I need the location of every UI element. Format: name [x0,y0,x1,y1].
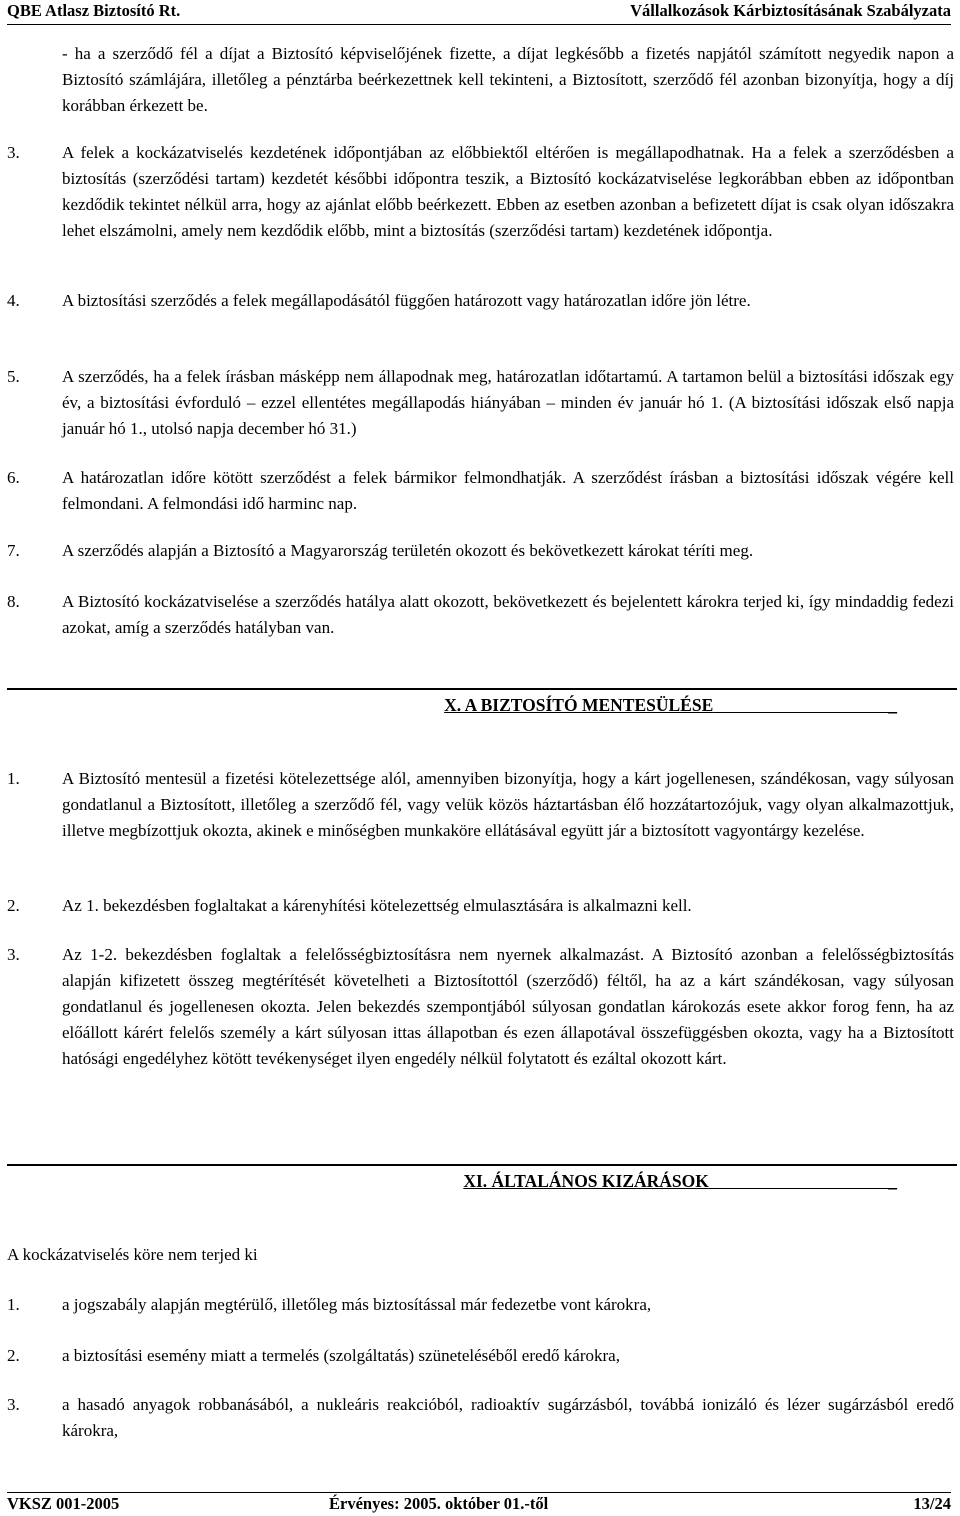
item-text: A biztosítási szerződés a felek megállapodásától függően határozott vagy határozatlan időre jön létre. [62,291,751,310]
section-title-xi: XI. ÁLTALÁNOS KIZÁRÁSOK _ [463,1171,897,1191]
page-header [7,0,951,25]
section-intro: A kockázatviselés köre nem terjed ki [7,1245,258,1264]
item-number: 3. [7,1395,20,1414]
item-text: Az 1-2. bekezdésben foglaltak a felelősségbiztosításra nem nyernek alkalmazást. A Biztosító azonban a felelősségbiztosítás alapján kifizetett összeg megtérítését követelheti a Biztosítottól (szerződő) féltől, ha az a kárt szándékosan, vagy súlyosan gondatlanul és jogellenesen okozta. Jelen bekezdés szempontjából súlyosan gondatlan károkozás esete akkor forog fenn, ha az előállott kárért felelős személy a kárt súlyosan ittas állapotban és ezen állapotával összefüggésben okozta, vagy ha a Biztosított hatósági engedélyhez kötött tevékenységet ilyen engedély nélkül folytatott és ezáltal okozott kárt. [62,945,954,1068]
item-text: A határozatlan időre kötött szerződést a felek bármikor felmondhatják. A szerződést írásban a biztosítási időszak végére kell felmondani. A felmondási idő harminc nap. [62,468,954,513]
header-document-title: Vállalkozások Kárbiztosításának Szabályzata [630,1,951,20]
footer-doc-id: VKSZ 001-2005 [7,1494,120,1513]
item-number: 5. [7,367,20,386]
item-text: A Biztosító mentesül a fizetési kötelezettsége alól, amennyiben bizonyítja, hogy a kárt jogellenesen, szándékosan, vagy súlyosan gondatlanul a Biztosított, illetőleg a szerződő fél, vagy velük közös háztartásban élő hozzátartozójuk, vagy olyan alkalmazottjuk, illetve megbízottjuk okozta, akinek e minőségben munkaköre ellátásával együtt jár a biztosított vagyontárgy kezelése. [62,769,954,840]
item-number: 7. [7,541,20,560]
item-text: a hasadó anyagok robbanásából, a nukleáris reakcióból, radioaktív sugárzásból, továbbá ionizáló és lézer sugárzásból eredő károkra, [62,1395,954,1440]
item-text: a biztosítási esemény miatt a termelés (szolgáltatás) szüneteléséből eredő károkra, [62,1346,620,1365]
page-footer [7,1492,951,1515]
item-number: 2. [7,896,20,915]
item-text: A szerződés, ha a felek írásban másképp nem állapodnak meg, határozatlan időtartamú. A tartamon belül a biztosítási időszak egy év, a biztosítási évforduló – ezzel ellentétes megállapodás hiányában – minden év január hó 1. (A biztosítási időszak első napja január hó 1., utolsó napja december hó 31.) [62,367,954,438]
section-divider [7,688,957,690]
item-text: A Biztosító kockázatviselése a szerződés hatálya alatt okozott, bekövetkezett és bejelentett károkra terjed ki, így mindaddig fedezi azokat, amíg a szerződés hatályban van. [62,592,954,637]
item-number: 4. [7,291,20,310]
footer-validity: Érvényes: 2005. október 01.-től [329,1494,549,1513]
item-number: 3. [7,143,20,162]
section-divider [7,1164,957,1166]
item-text: Az 1. bekezdésben foglaltakat a kárenyhítési kötelezettség elmulasztására is alkalmazni kell. [62,896,692,915]
item-text: A felek a kockázatviselés kezdetének időpontjában az előbbiektől eltérően is megállapodhatnak. Ha a felek a szerződésben a biztosítás (szerződési tartam) kezdetét későbbi időpontra teszik, a Biztosító kockázatviselése legkorábban ebben az időpontban kezdődik tekintet nélkül arra, hogy az ajánlat előbb beérkezett. Ebben az esetben azonban a befizetett díjat is csak olyan időszakra lehet elszámolni, amely nem kezdődik előbb, mint a biztosítás (szerződési tartam) kezdetének időpontja. [62,143,954,240]
item-text: A szerződés alapján a Biztosító a Magyarország területén okozott és bekövetkezett károkat téríti meg. [62,541,754,560]
header-company: QBE Atlasz Biztosító Rt. [7,1,181,20]
section-title-x: X. A BIZTOSÍTÓ MENTESÜLÉSE _ [444,695,897,715]
paragraph-continuation: - ha a szerződő fél a díjat a Biztosító képviselőjének fizette, a díjat legkésőbb a fizetés napjától számított negyedik napon a Biztosító számlájára, illetőleg a pénztárba beérkezettnek kell tekinteni, a Biztosított, szerződő fél azonban bizonyítja, hogy a díj korábban érkezett be. [62,44,954,115]
item-text: a jogszabály alapján megtérülő, illetőleg más biztosítással már fedezetbe vont károkra, [62,1295,652,1314]
footer-page-number: 13/24 [913,1494,951,1513]
item-number: 6. [7,468,20,487]
item-number: 8. [7,592,20,611]
item-number: 2. [7,1346,20,1365]
item-number: 3. [7,945,20,964]
item-number: 1. [7,1295,20,1314]
item-number: 1. [7,769,20,788]
